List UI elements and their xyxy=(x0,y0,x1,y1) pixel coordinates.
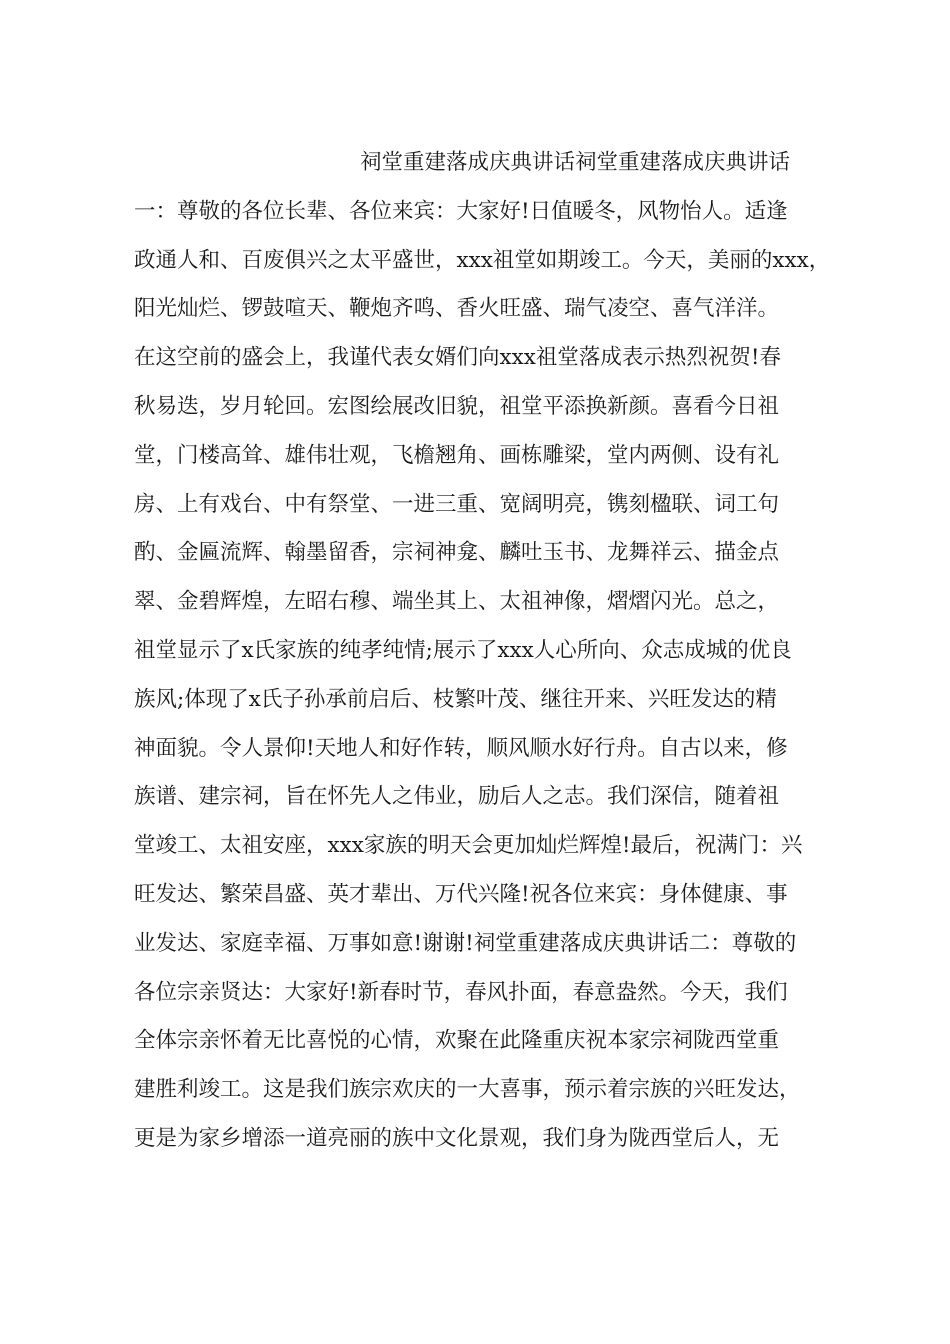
text-line-9: 翠、金碧辉煌，左昭右穆、端坐其上、太祖神像，熠熠闪光。总之， xyxy=(134,589,780,615)
text-line-6: 堂，门楼高耸、雄伟壮观，飞檐翘角、画栋雕梁，堂内两侧、设有礼 xyxy=(134,442,780,468)
text-line-1: 一：尊敬的各位长辈、各位来宾：大家好!日值暖冬，风物怡人。适逢 xyxy=(134,198,788,224)
text-line-3: 阳光灿烂、锣鼓喧天、鞭炮齐鸣、香火旺盛、瑞气凌空、喜气洋洋。 xyxy=(134,296,780,322)
text-line-19: 建胜利竣工。这是我们族宗欢庆的一大喜事，预示着宗族的兴旺发达， xyxy=(134,1077,801,1103)
text-line-13: 族谱、建宗祠，旨在怀先人之伟业，励后人之志。我们深信，随着祖 xyxy=(134,784,780,810)
text-line-2: 政通人和、百废俱兴之太平盛世，xxx祖堂如期竣工。今天，美丽的xxx， xyxy=(134,247,831,273)
text-line-17: 各位宗亲贤达：大家好!新春时节，春风扑面，春意盎然。今天，我们 xyxy=(134,979,788,1005)
text-line-8: 酌、金匾流辉、翰墨留香，宗祠神龛、麟吐玉书、龙舞祥云、描金点 xyxy=(134,540,780,566)
text-line-5: 秋易迭，岁月轮回。宏图绘展改旧貌，祖堂平添换新颜。喜看今日祖 xyxy=(134,393,780,419)
document-title-line: 祠堂重建落成庆典讲话祠堂重建落成庆典讲话 xyxy=(360,150,791,175)
text-line-20: 更是为家乡增添一道亮丽的族中文化景观，我们身为陇西堂后人，无 xyxy=(134,1125,780,1151)
text-line-16: 业发达、家庭幸福、万事如意!谢谢!祠堂重建落成庆典讲话二：尊敬的 xyxy=(134,930,797,956)
text-line-12: 神面貌。令人景仰!天地人和好作转，顺风顺水好行舟。自古以来，修 xyxy=(134,735,788,761)
speech-text-block xyxy=(134,139,834,1164)
text-line-7: 房、上有戏台、中有祭堂、一进三重、宽阔明亮，镌刻楹联、词工句 xyxy=(134,491,780,517)
text-line-10: 祖堂显示了x氏家族的纯孝纯情;展示了xxx人心所向、众志成城的优良 xyxy=(134,637,792,663)
text-line-14: 堂竣工、太祖安座，xxx家族的明天会更加灿烂辉煌!最后，祝满门：兴 xyxy=(134,833,803,859)
text-line-4: 在这空前的盛会上，我谨代表女婿们向xxx祖堂落成表示热烈祝贺!春 xyxy=(134,345,782,371)
text-line-11: 族风;体现了x氏子孙承前启后、枝繁叶茂、继往开来、兴旺发达的精 xyxy=(134,686,777,712)
text-line-18: 全体宗亲怀着无比喜悦的心情，欢聚在此隆重庆祝本家宗祠陇西堂重 xyxy=(134,1028,780,1054)
text-line-15: 旺发达、繁荣昌盛、英才辈出、万代兴隆!祝各位来宾：身体健康、事 xyxy=(134,881,788,907)
